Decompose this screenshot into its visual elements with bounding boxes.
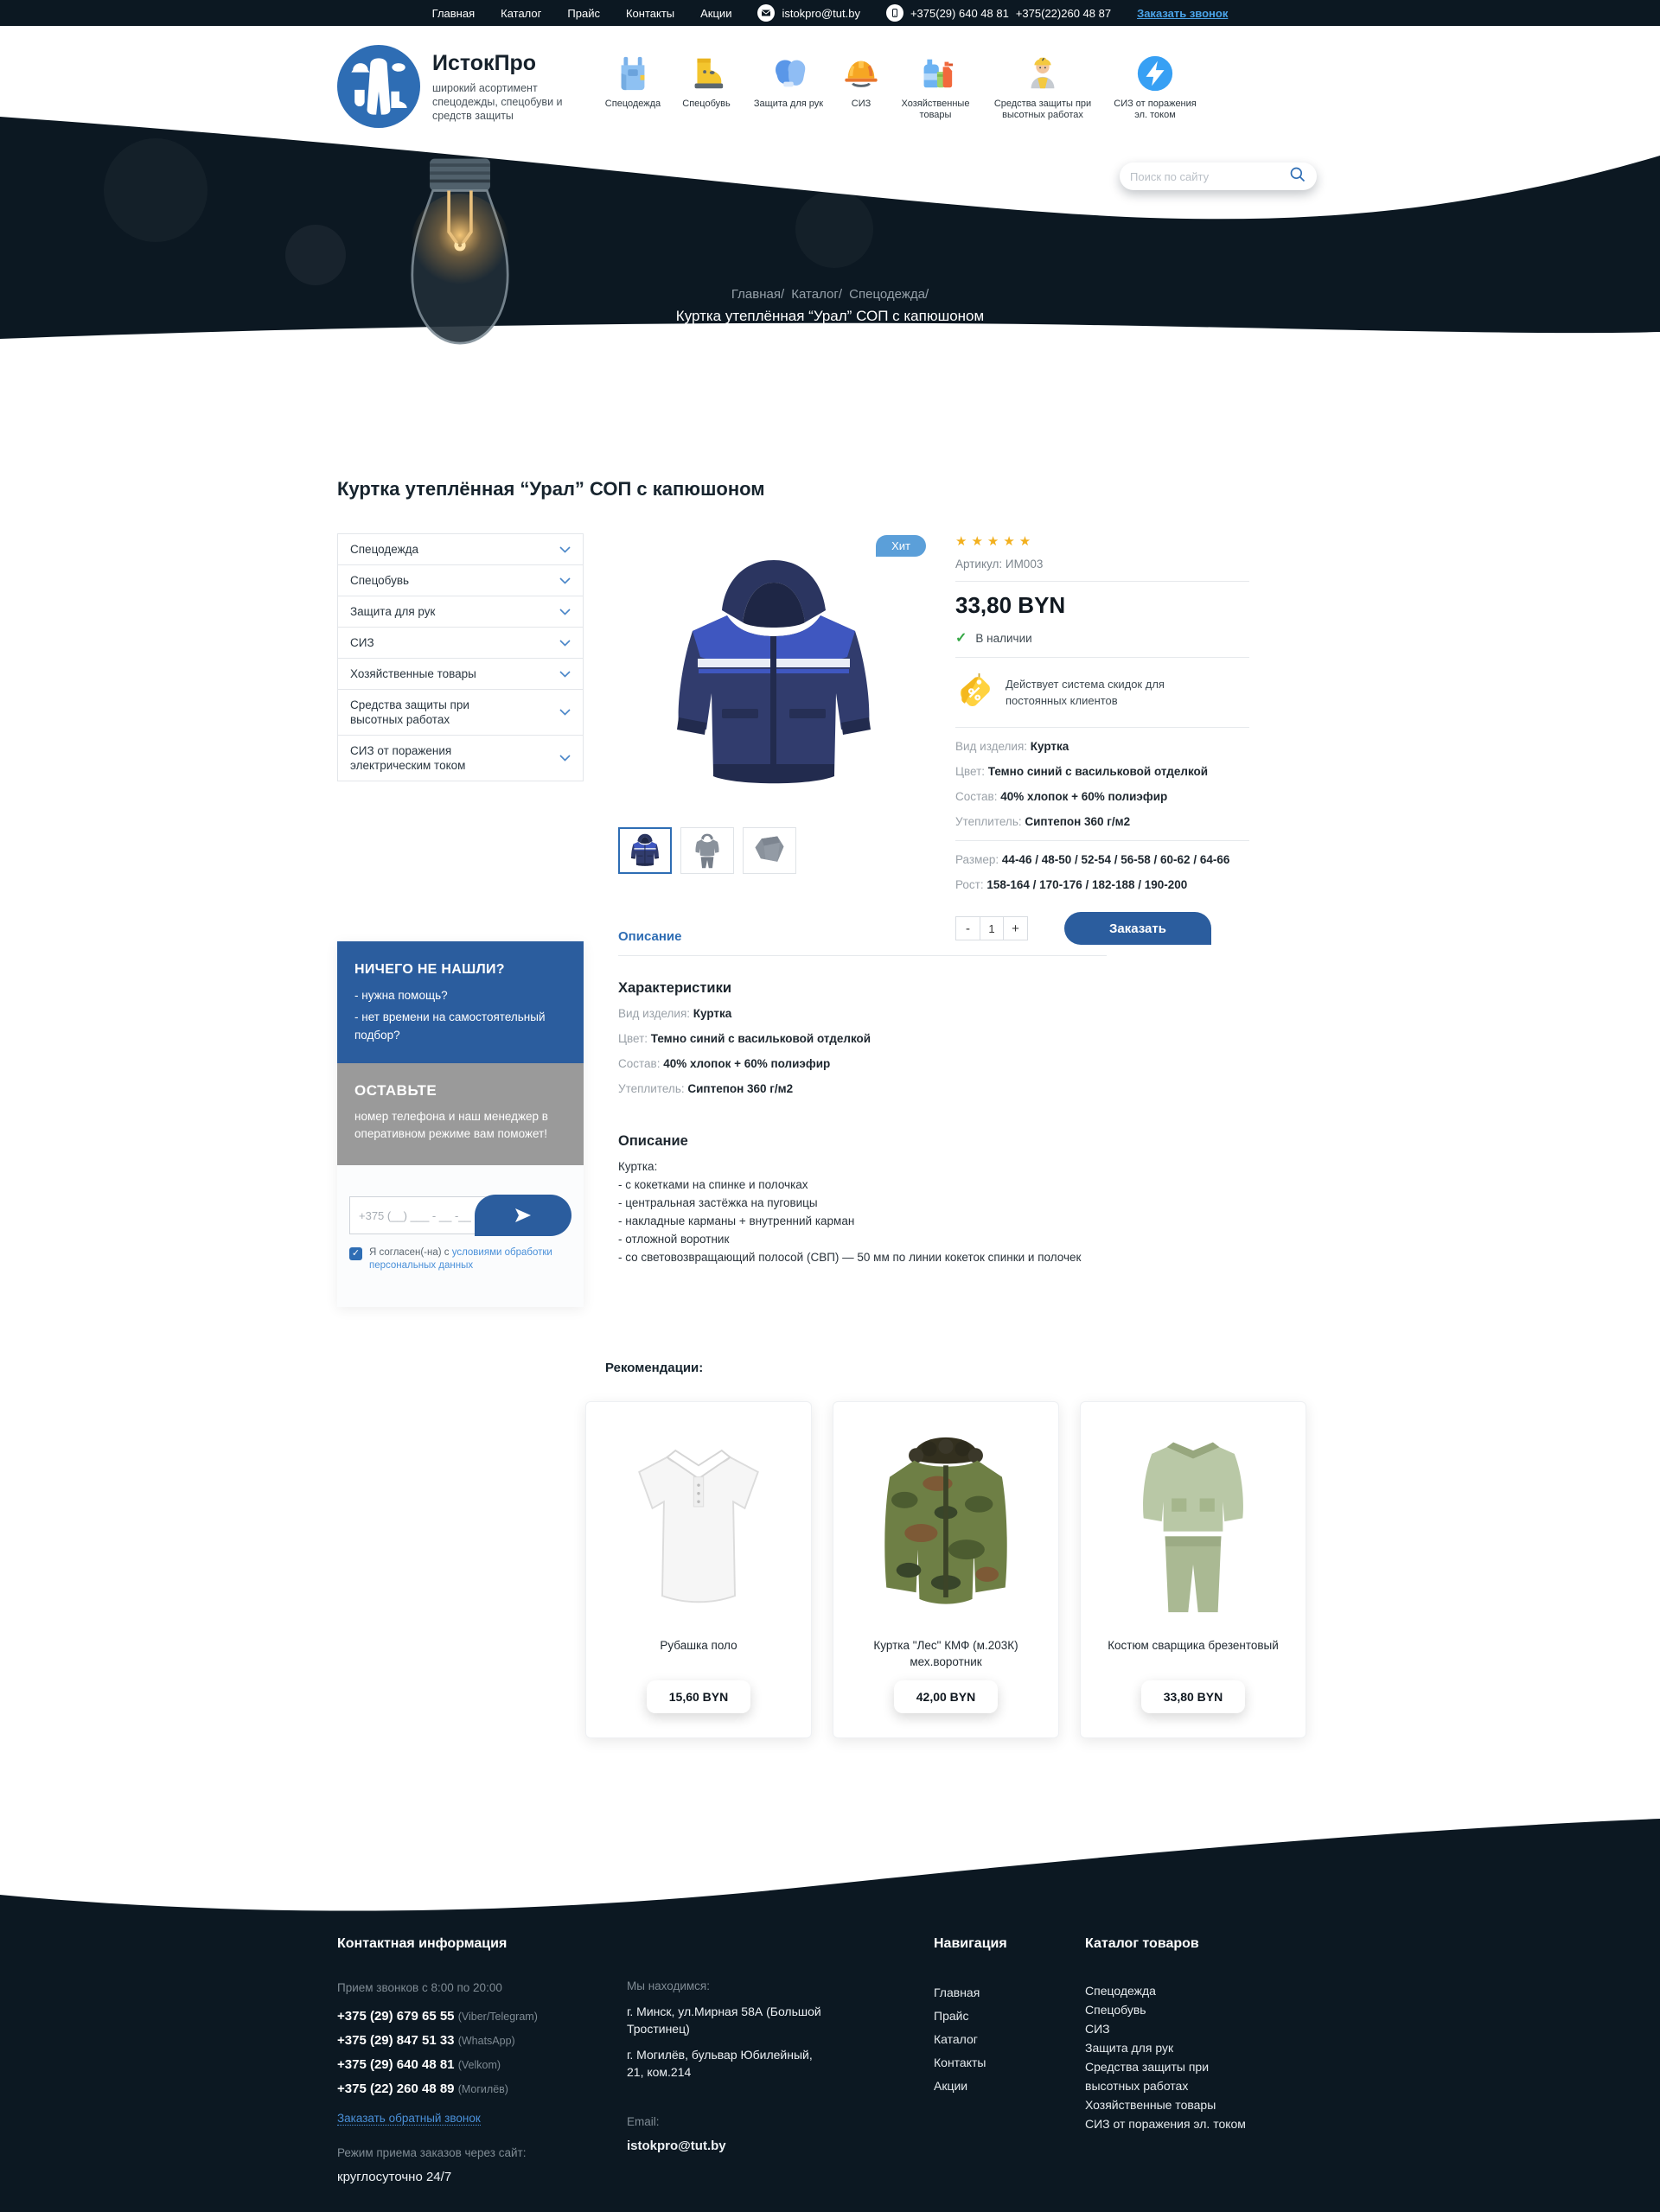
category-height-work[interactable] xyxy=(991,48,1095,121)
attr-row: Вид изделия: Куртка xyxy=(955,740,1069,753)
quantity-stepper xyxy=(955,916,1028,940)
jacket-thumb-icon xyxy=(625,832,665,870)
footer-nav-catalog[interactable]: Каталог xyxy=(934,2032,978,2046)
sidebar-item-specodezhda[interactable] xyxy=(337,533,584,565)
attr-row: Цвет: Темно синий с васильковой отделкой xyxy=(618,1032,872,1045)
footer-callback-link[interactable]: Заказать обратный звонок xyxy=(337,2112,481,2125)
breadcrumb-home[interactable]: Главная/ xyxy=(731,287,785,302)
brand-tagline: широкий асортимент спецодежды, спецобуви и средств защиты xyxy=(432,81,563,122)
attr-row: Вид изделия: Куртка xyxy=(618,1007,732,1020)
category-label: Хозяйственные товары xyxy=(901,99,970,120)
nav-contacts[interactable]: Контакты xyxy=(625,6,675,20)
breadcrumb-category[interactable]: Спецодежда/ xyxy=(849,287,929,302)
footer-location-label: Мы находимся: xyxy=(627,1979,710,1992)
card-name: Куртка "Лес" КМФ (м.203К) мех.воротник xyxy=(873,1639,1018,1668)
thumbnail-1[interactable] xyxy=(618,827,672,874)
footer-email-label: Email: xyxy=(627,2115,660,2128)
footer-nav-contacts[interactable]: Контакты xyxy=(934,2056,986,2069)
search-input[interactable] xyxy=(1130,170,1282,183)
household-goods-icon xyxy=(916,48,955,93)
breadcrumb-catalog[interactable]: Каталог/ xyxy=(791,287,842,302)
attr-row: Утеплитель: Сиптепон 360 г/м2 xyxy=(955,815,1131,828)
footer-phone: +375 (29) 640 48 81 (Velkom) xyxy=(337,2057,501,2072)
footer-catalog xyxy=(1085,1936,1301,2184)
card-price-button[interactable]: 15,60 BYN xyxy=(647,1680,750,1713)
page-title: Куртка утеплённая “Урал” СОП с капюшоном xyxy=(337,478,765,500)
overalls-icon xyxy=(613,48,653,93)
characteristics-heading: Характеристики xyxy=(618,980,731,996)
boot-icon xyxy=(686,48,726,93)
bokeh-circle xyxy=(285,225,346,285)
card-price-button[interactable]: 33,80 BYN xyxy=(1141,1680,1245,1713)
sidebar xyxy=(337,533,584,1307)
description-heading: Описание xyxy=(618,1133,688,1149)
footer-orders-value: круглосуточно 24/7 xyxy=(337,2170,452,2184)
footer-nav-home[interactable]: Главная xyxy=(934,1986,980,1999)
chevron-down-icon xyxy=(559,671,571,678)
sidebar-item-specobuv[interactable] xyxy=(337,564,584,596)
callout-leave-heading: ОСТАВЬТЕ xyxy=(354,1082,437,1099)
topbar xyxy=(0,0,1660,26)
height-worker-icon xyxy=(1023,48,1063,93)
footer-catalog-link[interactable]: Хозяйственные товары xyxy=(1085,2098,1216,2112)
callout-leave-text: номер телефона и наш менеджер в оперативном режиме вам поможет! xyxy=(354,1110,548,1140)
article-row: Артикул: ИМ003 xyxy=(955,558,1044,571)
product-image[interactable] xyxy=(618,533,929,819)
electric-lightning-icon xyxy=(1135,48,1175,93)
sidebar-item-label: Спецобувь xyxy=(350,574,410,587)
callout-line: - нет времени на самостоятельный подбор? xyxy=(354,1010,546,1042)
category-siz[interactable] xyxy=(842,48,880,121)
bokeh-circle xyxy=(795,190,873,268)
chevron-down-icon xyxy=(559,577,571,584)
footer-email-link[interactable]: istokpro@tut.by xyxy=(627,2139,726,2153)
chevron-down-icon xyxy=(559,755,571,762)
gray-suit-thumb-icon xyxy=(687,831,727,870)
sidebar-item-label: Спецодежда xyxy=(350,543,419,556)
order-button[interactable]: Заказать xyxy=(1064,912,1211,945)
footer-catalog-link[interactable]: Защита для рук xyxy=(1085,2041,1174,2055)
nav-home[interactable]: Главная xyxy=(431,6,476,20)
footer-phone-link[interactable]: +375 (29) 679 65 55 xyxy=(337,2009,455,2024)
chevron-down-icon xyxy=(559,640,571,647)
sidebar-item-height-work[interactable] xyxy=(337,689,584,736)
category-label: Средства защиты при высотных работах xyxy=(993,99,1092,120)
brand xyxy=(337,45,597,128)
category-label: Спецодежда xyxy=(604,99,661,109)
footer-catalog-link[interactable]: Спецобувь xyxy=(1085,2003,1146,2017)
topbar-email[interactable]: istokpro@tut.by xyxy=(782,6,860,20)
product-card-camo-jacket[interactable] xyxy=(833,1401,1059,1738)
height-row: Рост: 158-164 / 170-176 / 182-188 / 190-200 xyxy=(955,878,1188,891)
jacket-image xyxy=(635,546,912,806)
category-label: Защита для рук xyxy=(753,99,824,109)
sidebar-item-household[interactable] xyxy=(337,658,584,690)
nav-price[interactable]: Прайс xyxy=(567,6,600,20)
card-price-button[interactable]: 42,00 BYN xyxy=(894,1680,998,1713)
product-gallery xyxy=(618,533,929,929)
main-content xyxy=(0,346,1660,1815)
footer xyxy=(0,1815,1660,2212)
footer-catalog-link[interactable]: Средства защиты при высотных работах xyxy=(1085,2060,1210,2093)
description-text: Куртка: - с кокетками на спинке и полочках - центральная застёжка на пуговицы - накладные карманы + внутренний карман - отложной воротник - со световозвращающий полосой (СВП) — 50 мм по линии кокеток спинки и полочек xyxy=(618,1160,1082,1264)
footer-orders-label: Режим приема заказов через сайт: xyxy=(337,2146,527,2159)
recommendations-heading: Рекомендации: xyxy=(605,1361,704,1375)
footer-nav-price[interactable]: Прайс xyxy=(934,2009,969,2023)
mail-icon xyxy=(757,4,775,22)
article-value: ИМ003 xyxy=(1005,558,1044,571)
footer-address: г. Минск, ул.Мирная 58А (Большой Тростинец) xyxy=(627,2005,821,2036)
footer-address: г. Могилёв, бульвар Юбилейный, 21, ком.214 xyxy=(627,2048,813,2079)
callout-line: - нужна помощь? xyxy=(354,989,448,1002)
category-electric-siz[interactable] xyxy=(1108,48,1202,121)
topbar-phone-1[interactable]: +375(29) 640 48 81 xyxy=(910,6,1009,20)
footer-phone: +375 (22) 260 48 89 (Могилёв) xyxy=(337,2081,508,2096)
callback-link[interactable]: Заказать звонок xyxy=(1137,6,1229,20)
sidebar-item-label: Защита для рук xyxy=(350,605,436,618)
sidebar-item-label: Хозяйственные товары xyxy=(350,667,476,680)
chevron-down-icon xyxy=(559,709,571,716)
footer-phone-link[interactable]: +375 (22) 260 48 89 xyxy=(337,2081,455,2096)
consent-text: Я согласен(-на) с условиями обработки персональных данных xyxy=(369,1247,552,1271)
stock-status xyxy=(955,629,1249,647)
chevron-down-icon xyxy=(559,546,571,553)
topbar-nav xyxy=(432,7,732,20)
footer-nav-promos[interactable]: Акции xyxy=(934,2079,968,2093)
sidebar-item-hand-protection[interactable] xyxy=(337,596,584,628)
footer-contacts xyxy=(337,1936,627,2184)
footer-phone-link[interactable]: +375 (29) 640 48 81 xyxy=(337,2057,455,2072)
topbar-phone-2[interactable]: +375(22)260 48 87 xyxy=(1015,6,1112,20)
arrow-icon xyxy=(515,1208,531,1222)
footer-phone: +375 (29) 847 51 33 (WhatsApp) xyxy=(337,2033,515,2048)
footer-catalog-link[interactable]: СИЗ xyxy=(1085,2022,1110,2036)
sidebar-item-electric-siz[interactable] xyxy=(337,735,584,781)
discount-tag-icon xyxy=(955,672,993,713)
sidebar-item-siz[interactable] xyxy=(337,627,584,659)
thumbnail-2[interactable] xyxy=(680,827,734,874)
footer-hours: Прием звонков с 8:00 по 20:00 xyxy=(337,1981,502,1994)
qty-minus-button[interactable]: - xyxy=(956,917,980,940)
brand-logo-icon[interactable] xyxy=(337,45,420,128)
card-name: Рубашка поло xyxy=(660,1639,737,1652)
size-row: Размер: 44-46 / 48-50 / 52-54 / 56-58 / 60-62 / 64-66 xyxy=(955,853,1230,866)
attr-row: Утеплитель: Сиптепон 360 г/м2 xyxy=(618,1082,794,1095)
footer-nav xyxy=(934,1936,1085,2184)
footer-catalog-heading: Каталог товаров xyxy=(1085,1936,1199,1951)
attr-row: Цвет: Темно синий с васильковой отделкой xyxy=(955,765,1209,778)
attr-row: Состав: 40% хлопок + 60% полиэфир xyxy=(955,790,1168,803)
card-name: Костюм сварщика брезентовый xyxy=(1108,1639,1279,1652)
gloves-icon xyxy=(769,48,808,93)
discount-note xyxy=(955,668,1249,717)
thumbnail-3[interactable] xyxy=(743,827,796,874)
help-callout xyxy=(337,941,584,1307)
footer-phone: +375 (29) 679 65 55 (Viber/Telegram) xyxy=(337,2009,538,2024)
sidebar-item-label: СИЗ xyxy=(350,636,374,649)
category-hand-protection[interactable] xyxy=(749,48,828,121)
consent-checkbox[interactable]: ✓ xyxy=(349,1247,362,1260)
nav-catalog[interactable]: Каталог xyxy=(501,6,542,20)
category-household[interactable] xyxy=(894,48,977,121)
product-price: 33,80 BYN xyxy=(955,592,1066,618)
description-section xyxy=(618,929,1107,1266)
qty-plus-button[interactable]: + xyxy=(1004,917,1027,940)
category-specobuv[interactable] xyxy=(678,48,735,121)
search-box xyxy=(1120,163,1317,190)
magnifier-icon[interactable] xyxy=(1289,166,1306,188)
consent-link[interactable]: условиями обработки персональных данных xyxy=(369,1247,552,1271)
hit-badge: Хит xyxy=(876,535,926,557)
bokeh-circle xyxy=(104,138,208,242)
attr-row: Состав: 40% хлопок + 60% полиэфир xyxy=(618,1057,831,1070)
footer-location xyxy=(627,1936,934,2184)
recommendations-section xyxy=(337,1361,1323,1738)
footer-catalog-link[interactable]: СИЗ от поражения эл. током xyxy=(1085,2117,1246,2131)
sidebar-item-label: СИЗ от поражения электрическим током xyxy=(350,744,466,772)
footer-phone-link[interactable]: +375 (29) 847 51 33 xyxy=(337,2033,455,2048)
check-icon: ✓ xyxy=(955,631,967,646)
gray-jacket-thumb-icon xyxy=(750,831,789,870)
stock-label: В наличии xyxy=(975,631,1032,645)
chevron-down-icon xyxy=(559,609,571,615)
product-info xyxy=(955,533,1249,936)
helmet-icon xyxy=(841,48,881,93)
footer-contacts-heading: Контактная информация xyxy=(337,1936,508,1951)
header-hero xyxy=(0,26,1660,346)
welder-suit-image xyxy=(1093,1419,1293,1630)
polo-shirt-image xyxy=(598,1419,799,1630)
category-label: СИЗ xyxy=(851,99,872,109)
nav-promos[interactable]: Акции xyxy=(700,6,732,20)
category-label: СИЗ от поражения эл. током xyxy=(1114,99,1197,120)
category-specodezhda[interactable] xyxy=(602,48,664,121)
discount-text: Действует система скидок для постоянных клиентов xyxy=(1006,678,1165,707)
product-card-polo[interactable] xyxy=(585,1401,812,1738)
category-label: Спецобувь xyxy=(682,99,731,109)
tab-description[interactable]: Описание xyxy=(618,929,682,944)
product-card-welder-suit[interactable] xyxy=(1080,1401,1306,1738)
callout-heading: НИЧЕГО НЕ НАШЛИ? xyxy=(354,962,505,977)
footer-nav-heading: Навигация xyxy=(934,1936,1007,1951)
submit-phone-button[interactable] xyxy=(475,1195,571,1236)
rating-stars: ★★★★★ xyxy=(955,534,1036,549)
breadcrumb-current: Куртка утеплённая “Урал” СОП с капюшоном xyxy=(675,308,985,324)
brand-name: ИстокПро xyxy=(432,50,537,75)
qty-input[interactable] xyxy=(980,917,1004,940)
breadcrumb xyxy=(0,287,1660,325)
camo-jacket-image xyxy=(846,1419,1046,1630)
sidebar-item-label: Средства защиты при высотных работах xyxy=(350,698,469,726)
category-menu xyxy=(602,48,1202,121)
phone-icon xyxy=(886,4,903,22)
footer-catalog-link[interactable]: Спецодежда xyxy=(1085,1984,1156,1998)
